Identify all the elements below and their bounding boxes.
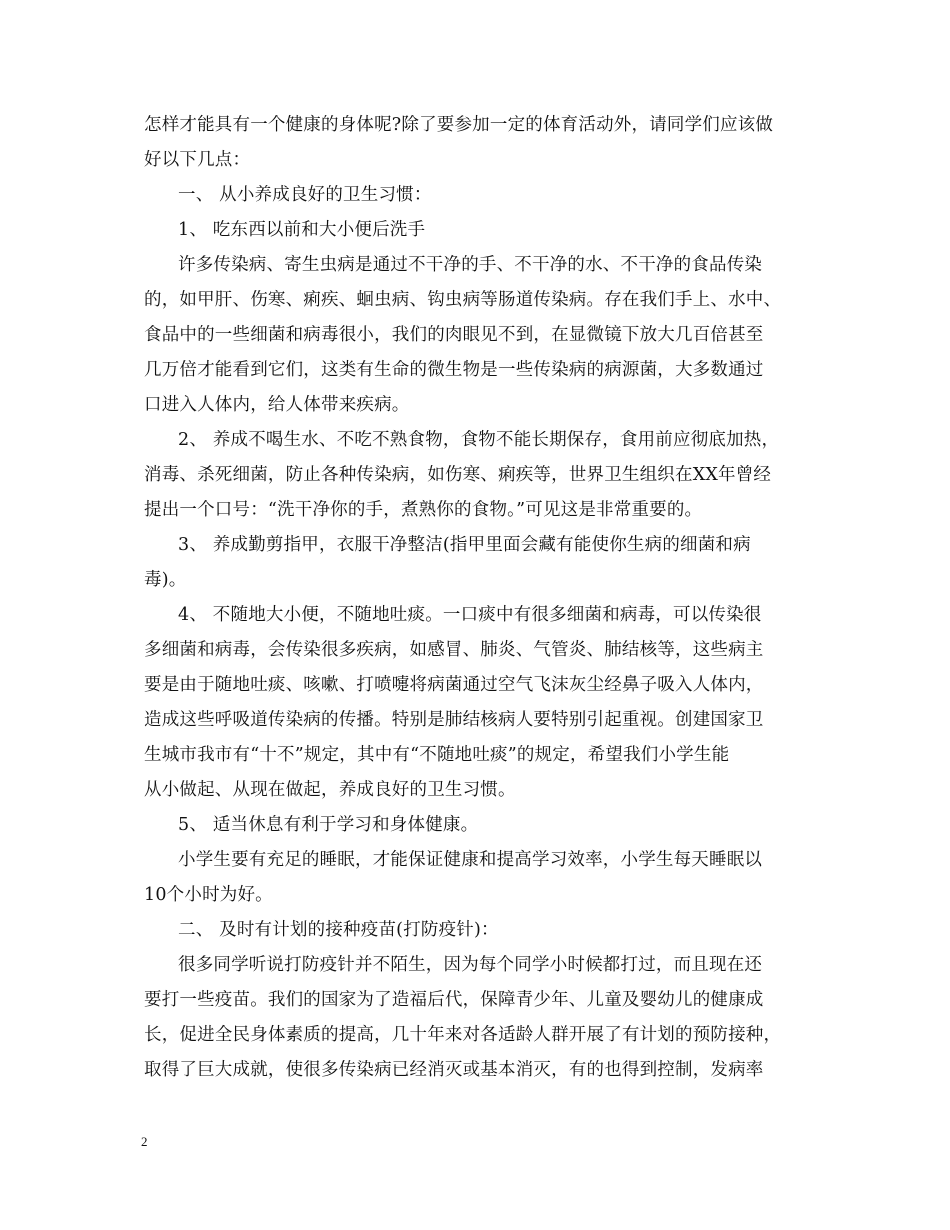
text-line: 取得了巨大成就，使很多传染病已经消灭或基本消灭，有的也得到控制，发病率 bbox=[144, 1060, 764, 1080]
text-line: 毒)。 bbox=[144, 570, 187, 590]
item-heading: 1、 吃东西以前和大小便后洗手 bbox=[178, 220, 426, 240]
text-line: 提出一个口号：“洗干净你的手，煮熟你的食物。”可见这是非常重要的。 bbox=[144, 500, 703, 520]
text-line: 从小做起、从现在做起，养成良好的卫生习惯。 bbox=[144, 780, 516, 800]
text-line: 口进入人体内，给人体带来疾病。 bbox=[144, 395, 410, 415]
item-heading: 2、 养成不喝生水、不吃不熟食物，食物不能长期保存，食用前应彻底加热， bbox=[178, 430, 780, 450]
text-line: 几万倍才能看到它们，这类有生命的微生物是一些传染病的病源菌，大多数通过 bbox=[144, 360, 764, 380]
text-line: 许多传染病、寄生虫病是通过不干净的手、不干净的水、不干净的食品传染 bbox=[178, 255, 763, 275]
text-line: 的，如甲肝、伤寒、痢疾、蛔虫病、钩虫病等肠道传染病。存在我们手上、水中、 bbox=[144, 290, 782, 310]
text-line: 生城市我市有“十不”规定，其中有“不随地吐痰”的规定，希望我们小学生能 bbox=[144, 745, 730, 765]
text-line: 小学生要有充足的睡眠，才能保证健康和提高学习效率，小学生每天睡眠以 bbox=[178, 850, 763, 870]
section-heading: 一、 从小养成良好的卫生习惯： bbox=[178, 185, 432, 205]
text-line: 很多同学听说打防疫针并不陌生，因为每个同学小时候都打过，而且现在还 bbox=[178, 955, 763, 975]
text-line: 食品中的一些细菌和病毒很小，我们的肉眼见不到，在显微镜下放大几百倍甚至 bbox=[144, 325, 764, 345]
text-line: 多细菌和病毒，会传染很多疾病，如感冒、肺炎、气管炎、肺结核等，这些病主 bbox=[144, 640, 764, 660]
text-line: 10个小时为好。 bbox=[144, 885, 273, 905]
item-heading: 4、 不随地大小便，不随地吐痰。一口痰中有很多细菌和病毒，可以传染很 bbox=[178, 605, 762, 625]
text-line: 要是由于随地吐痰、咳嗽、打喷嚏将病菌通过空气飞沫灰尘经鼻子吸入人体内， bbox=[144, 675, 764, 695]
text-line: 要打一些疫苗。我们的国家为了造福后代，保障青少年、儿童及婴幼儿的健康成 bbox=[144, 990, 764, 1010]
item-heading: 3、 养成勤剪指甲，衣服干净整洁(指甲里面会藏有能使你生病的细菌和病 bbox=[178, 535, 751, 555]
text-line: 好以下几点： bbox=[144, 150, 251, 170]
text-line: 长，促进全民身体素质的提高，几十年来对各适龄人群开展了有计划的预防接种， bbox=[144, 1025, 782, 1045]
page-number: 2 bbox=[141, 1134, 148, 1149]
item-heading: 5、 适当休息有利于学习和身体健康。 bbox=[178, 815, 479, 835]
section-heading: 二、 及时有计划的接种疫苗(打防疫针)： bbox=[178, 920, 499, 940]
text-line: 造成这些呼吸道传染病的传播。特别是肺结核病人要特别引起重视。创建国家卫 bbox=[144, 710, 764, 730]
text-line: 怎样才能具有一个健康的身体呢?除了要参加一定的体育活动外，请同学们应该做 bbox=[144, 115, 774, 135]
text-line: 消毒、杀死细菌，防止各种传染病，如伤寒、痢疾等，世界卫生组织在XX年曾经 bbox=[144, 465, 772, 485]
